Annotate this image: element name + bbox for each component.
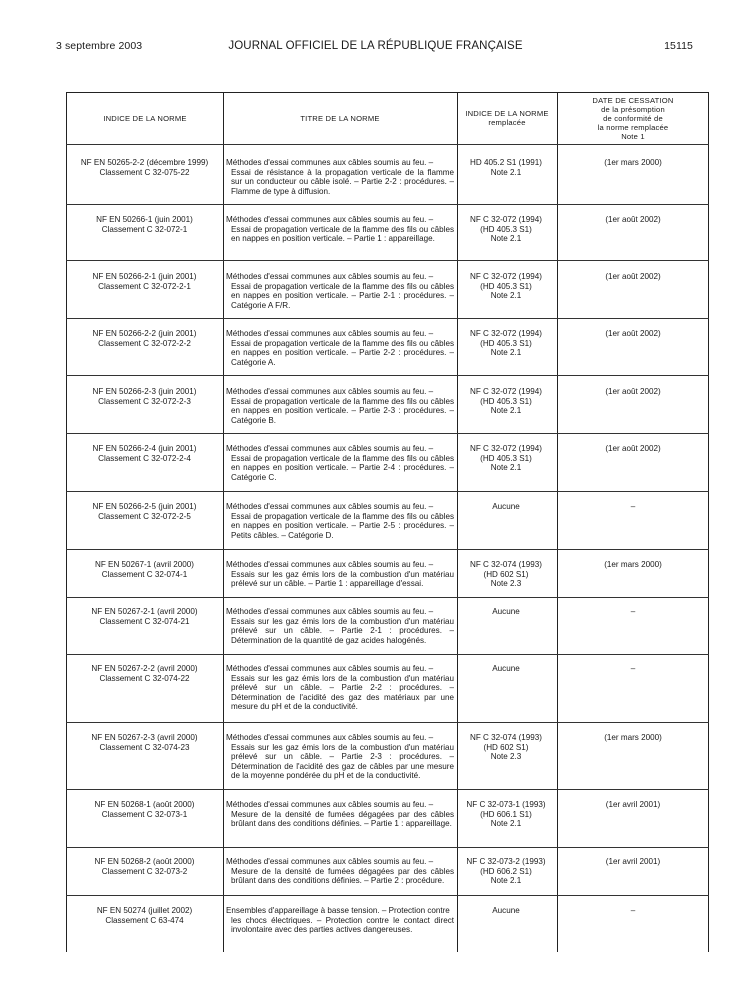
cell-date-cessation-line: – [630,906,636,915]
cell-date-cessation [559,387,707,397]
cell-remplacee-line: (HD 405.3 S1) [480,281,532,291]
header-divider [66,144,709,145]
cell-remplacee-line: Note 2.1 [490,406,522,416]
column-divider [223,92,224,952]
cell-indice [68,906,221,925]
cell-date-cessation [559,560,707,570]
cell-indice-line: NF EN 50266-2-2 (juin 2001) [92,329,197,338]
cell-indice-line: Classement C 32-073-1 [101,809,188,819]
cell-date-cessation [559,158,707,168]
cell-titre-line: Méthodes d'essai communes aux câbles soumis au feu. – [226,215,434,224]
cell-titre-line: Méthodes d'essai communes aux câbles soumis au feu. – [226,733,434,742]
cell-titre [226,857,454,886]
cell-remplacee-line: (HD 405.3 S1) [480,396,532,406]
cell-remplacee [459,387,553,416]
cell-indice-line: Classement C 32-072-1 [101,224,188,234]
cell-remplacee [459,158,553,177]
cell-titre-line: Méthodes d'essai communes aux câbles soumis au feu. – [226,329,434,338]
cell-indice-line: Classement C 32-072-2-5 [98,511,191,521]
cell-indice-line: NF EN 50268-2 (août 2000) [94,857,195,866]
cell-remplacee-line: (HD 405.3 S1) [480,224,532,234]
header-journal-title: JOURNAL OFFICIEL DE LA RÉPUBLIQUE FRANÇAISE [228,40,523,52]
cell-remplacee-line: NF C 32-072 (1994) [470,215,542,224]
cell-remplacee-line: NF C 32-072 (1994) [470,329,542,338]
cell-remplacee [459,272,553,301]
cell-indice-line: Classement C 32-074-1 [101,569,188,579]
cell-indice-line: Classement C 32-074-23 [99,742,190,752]
cell-titre-line: Mesure de la densité de fumées dégagées par des câbles brûlant dans des conditions définies. – Partie 2 : procédure. [231,866,454,886]
header-page-number: 15115 [664,40,693,52]
cell-date-cessation-line: (1er août 2002) [605,215,661,224]
row-divider [66,789,709,790]
cell-date-cessation-line: (1er mars 2000) [604,158,662,167]
cell-indice [68,272,221,291]
cell-titre-line: Méthodes d'essai communes aux câbles soumis au feu. – [226,607,434,616]
row-divider [66,375,709,376]
cell-remplacee-line: Aucune [492,607,520,616]
cell-indice-line: NF EN 50266-2-1 (juin 2001) [92,272,197,281]
row-divider [66,204,709,205]
cell-indice [68,329,221,348]
cell-date-cessation-line: (1er août 2002) [605,387,661,396]
cell-titre-line: Essai de propagation verticale de la flamme des fils ou câbles en nappes en position verticale. – Partie 1 : appareillage. [231,224,454,244]
row-divider [66,654,709,655]
cell-titre-line: Méthodes d'essai communes aux câbles soumis au feu. – [226,158,434,167]
cell-remplacee [459,906,553,916]
cell-remplacee-line: Note 2.3 [490,752,522,762]
cell-titre-line: Méthodes d'essai communes aux câbles soumis au feu. – [226,272,434,281]
column-header-remplacee: INDICE DE LA NORME remplacée [465,109,549,127]
cell-remplacee [459,607,553,617]
cell-indice-line: NF EN 50267-1 (avril 2000) [95,560,194,569]
cell-remplacee-line: Aucune [492,502,520,511]
cell-indice-line: NF EN 50265-2-2 (décembre 1999) [80,158,209,167]
row-divider [66,847,709,848]
cell-titre-line: Essais sur les gaz émis lors de la combustion d'un matériau prélevé sur un câble. – Partie 2-1 : procédures. – Détermination de la quantité de gaz acides halogénés. [231,616,454,645]
cell-indice [68,215,221,234]
row-divider [66,491,709,492]
cell-remplacee [459,560,553,589]
cell-date-cessation-line: (1er mars 2000) [604,560,662,569]
row-divider [66,318,709,319]
cell-remplacee [459,502,553,512]
cell-remplacee [459,444,553,473]
cell-remplacee-line: Note 2.3 [490,579,522,589]
cell-titre-line: Méthodes d'essai communes aux câbles soumis au feu. – [226,800,434,809]
cell-indice-line: Classement C 32-073-2 [101,866,188,876]
cell-remplacee-line: NF C 32-072 (1994) [470,272,542,281]
cell-titre [226,158,454,196]
cell-titre-line: Méthodes d'essai communes aux câbles soumis au feu. – [226,502,434,511]
cell-indice-line: NF EN 50266-2-5 (juin 2001) [92,502,197,511]
column-header-indice: INDICE DE LA NORME [103,113,187,123]
cell-indice-line: NF EN 50266-2-3 (juin 2001) [92,387,197,396]
cell-remplacee [459,857,553,886]
row-divider [66,597,709,598]
cell-remplacee-line: Note 2.1 [490,819,522,829]
cell-indice-line: NF EN 50274 (juillet 2002) [96,906,193,915]
cell-remplacee-line: NF C 32-072 (1994) [470,387,542,396]
cell-titre-line: Méthodes d'essai communes aux câbles soumis au feu. – [226,444,434,453]
cell-date-cessation-line: (1er août 2002) [605,272,661,281]
cell-date-cessation [559,800,707,810]
cell-date-cessation [559,664,707,674]
cell-titre-line: Essai de propagation verticale de la flamme des fils ou câbles en nappes en position verticale. – Partie 2-3 : procédures. – Catégorie B. [231,396,454,425]
cell-indice [68,560,221,579]
cell-titre-line: Méthodes d'essai communes aux câbles soumis au feu. – [226,387,434,396]
cell-titre-line: Essais sur les gaz émis lors de la combustion d'un matériau prélevé sur un câble. – Partie 2-2 : procédures. – Détermination de l'acidité des gaz des matériaux par une mesure du pH et de la conductivité. [231,673,454,712]
cell-remplacee-line: Note 2.1 [490,291,522,301]
cell-titre-line: Essais sur les gaz émis lors de la combustion d'un matériau prélevé sur un câble. – Partie 2-3 : procédures. – Détermination de l'acidité des gaz de câbles par une mesure de la moyenne pondérée du pH et de la conductivité. [231,742,454,781]
cell-indice-line: NF EN 50267-2-3 (avril 2000) [91,733,198,742]
row-divider [66,895,709,896]
cell-remplacee-line: (HD 606.1 S1) [480,809,532,819]
cell-indice [68,502,221,521]
cell-indice-line: Classement C 32-072-2-4 [98,453,191,463]
cell-date-cessation [559,857,707,867]
cell-date-cessation-line: (1er mars 2000) [604,733,662,742]
cell-remplacee-line: (HD 405.3 S1) [480,338,532,348]
cell-titre [226,800,454,829]
cell-titre-line: Essai de propagation verticale de la flamme des fils ou câbles en nappes en position verticale. – Partie 2-1 : procédures. – Catégorie A F/R. [231,281,454,310]
cell-date-cessation [559,444,707,454]
cell-date-cessation [559,733,707,743]
cell-date-cessation-line: – [630,502,636,511]
cell-titre [226,272,454,310]
cell-remplacee-line: Note 2.1 [490,463,522,473]
cell-date-cessation-line: (1er avril 2001) [605,857,661,866]
cell-date-cessation [559,502,707,512]
cell-remplacee [459,733,553,762]
cell-indice [68,664,221,683]
cell-titre [226,444,454,482]
cell-indice-line: Classement C 63-474 [105,915,184,925]
column-divider [457,92,458,952]
cell-date-cessation-line: (1er août 2002) [605,329,661,338]
cell-remplacee-line: HD 405.2 S1 (1991) [470,158,542,167]
cell-indice-line: Classement C 32-072-2-1 [98,281,191,291]
cell-titre-line: Ensembles d'appareillage à basse tension. – Protection contre [226,906,450,915]
cell-remplacee [459,800,553,829]
cell-remplacee-line: Note 2.1 [490,876,522,886]
cell-remplacee-line: Note 2.1 [490,234,522,244]
cell-date-cessation [559,906,707,916]
cell-remplacee [459,664,553,674]
cell-titre [226,215,454,244]
cell-remplacee-line: Note 2.1 [490,167,522,177]
cell-titre-line: les chocs électriques. – Protection contre le contact direct involontaire avec des parties actives dangereuses. [231,915,454,935]
cell-titre-line: Mesure de la densité de fumées dégagées par des câbles brûlant dans des conditions définies. – Partie 1 : appareillage. [231,809,454,829]
cell-titre [226,607,454,645]
cell-titre [226,733,454,781]
cell-date-cessation-line: – [630,607,636,616]
cell-indice-line: NF EN 50266-1 (juin 2001) [96,215,193,224]
cell-indice [68,857,221,876]
cell-indice-line: NF EN 50268-1 (août 2000) [94,800,195,809]
cell-indice-line: NF EN 50267-2-2 (avril 2000) [91,664,198,673]
cell-titre-line: Essais sur les gaz émis lors de la combustion d'un matériau prélevé sur un câble. – Partie 1 : appareillage d'essai. [231,569,454,589]
cell-titre-line: Méthodes d'essai communes aux câbles soumis au feu. – [226,664,434,673]
cell-indice [68,607,221,626]
cell-titre-line: Essai de propagation verticale de la flamme des fils ou câbles en nappes en position verticale. – Partie 2-4 : procédures. – Catégorie C. [231,453,454,482]
cell-indice [68,158,221,177]
cell-remplacee [459,329,553,358]
cell-date-cessation-line: – [630,664,636,673]
cell-titre [226,387,454,425]
cell-remplacee-line: NF C 32-074 (1993) [470,560,542,569]
cell-remplacee-line: (HD 602 S1) [483,569,529,579]
cell-remplacee-line: (HD 405.3 S1) [480,453,532,463]
cell-indice-line: Classement C 32-072-2-2 [98,338,191,348]
cell-titre [226,664,454,712]
cell-indice-line: Classement C 32-074-22 [99,673,190,683]
cell-indice-line: Classement C 32-072-2-3 [98,396,191,406]
column-header-titre: TITRE DE LA NORME [300,113,380,123]
row-divider [66,433,709,434]
cell-indice-line: Classement C 32-075-22 [99,167,190,177]
cell-indice [68,387,221,406]
cell-date-cessation-line: (1er avril 2001) [605,800,661,809]
cell-date-cessation [559,272,707,282]
cell-remplacee-line: NF C 32-073-2 (1993) [466,857,546,866]
cell-remplacee-line: NF C 32-074 (1993) [470,733,542,742]
cell-indice-line: NF EN 50266-2-4 (juin 2001) [92,444,197,453]
cell-indice [68,444,221,463]
cell-indice [68,800,221,819]
cell-titre [226,502,454,540]
cell-titre-line: Essai de propagation verticale de la flamme des fils ou câbles en nappes en position verticale. – Partie 2-2 : procédures. – Catégorie A. [231,338,454,367]
cell-date-cessation [559,329,707,339]
cell-titre [226,329,454,367]
cell-titre [226,560,454,589]
cell-date-cessation-line: (1er août 2002) [605,444,661,453]
cell-remplacee [459,215,553,244]
cell-titre-line: Essai de résistance à la propagation verticale de la flamme sur un conducteur ou câble isolé. – Partie 2-2 : procédures. – Flamme de type à diffusion. [231,167,454,196]
cell-titre-line: Méthodes d'essai communes aux câbles soumis au feu. – [226,560,434,569]
header-date: 3 septembre 2003 [56,40,143,52]
row-divider [66,722,709,723]
cell-indice [68,733,221,752]
cell-date-cessation [559,215,707,225]
cell-indice-line: Classement C 32-074-21 [99,616,190,626]
column-divider [557,92,558,952]
cell-indice-line: NF EN 50267-2-1 (avril 2000) [91,607,198,616]
cell-remplacee-line: (HD 606.2 S1) [480,866,532,876]
cell-titre-line: Essai de propagation verticale de la flamme des fils ou câbles en nappes en position verticale. – Partie 2-5 : procédures. – Petits câbles. – Catégorie D. [231,511,454,540]
cell-date-cessation [559,607,707,617]
cell-remplacee-line: (HD 602 S1) [483,742,529,752]
row-divider [66,260,709,261]
row-divider [66,549,709,550]
cell-remplacee-line: NF C 32-073-1 (1993) [466,800,546,809]
cell-remplacee-line: NF C 32-072 (1994) [470,444,542,453]
cell-remplacee-line: Note 2.1 [490,348,522,358]
cell-titre-line: Méthodes d'essai communes aux câbles soumis au feu. – [226,857,434,866]
cell-remplacee-line: Aucune [492,906,520,915]
cell-remplacee-line: Aucune [492,664,520,673]
cell-titre [226,906,454,935]
column-header-date-cessation: DATE DE CESSATION de la présomption de conformité de la norme remplacée Note 1 [592,95,674,141]
